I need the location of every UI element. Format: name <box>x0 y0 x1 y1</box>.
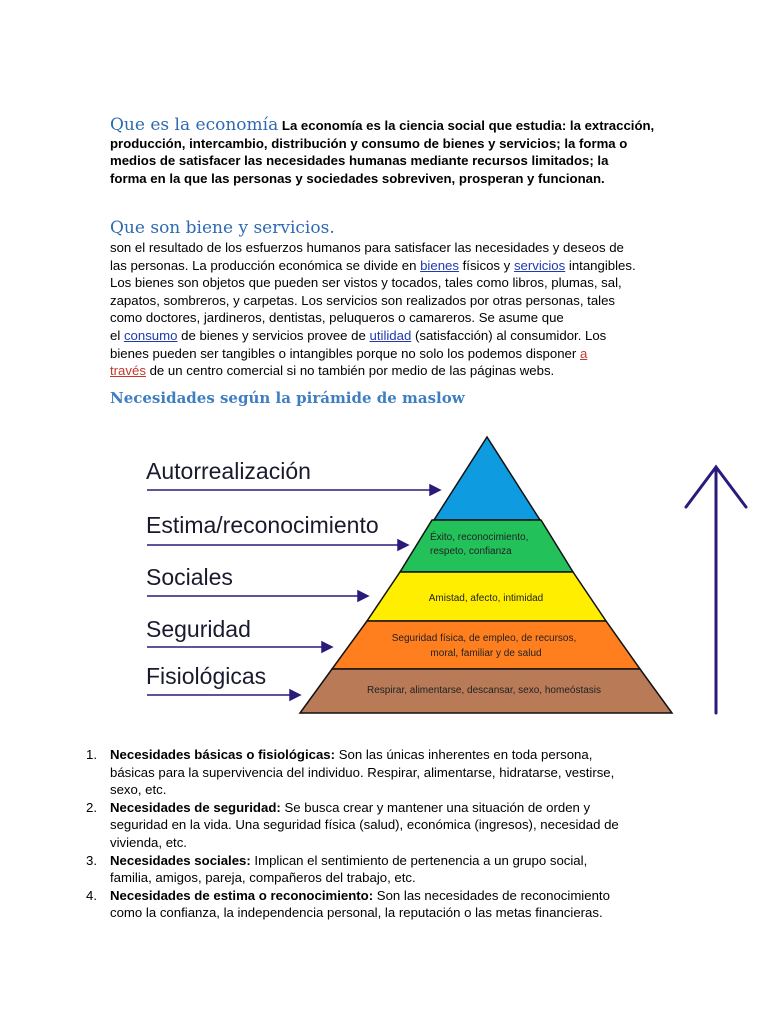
arrowhead-icon <box>398 540 408 550</box>
heading-bienes-servicios: Que son biene y servicios. <box>110 218 335 238</box>
economia-definition-line: producción, intercambio, distribución y consumo de bienes y servicios; la forma o <box>110 135 628 151</box>
level-text-seguridad: Seguridad física, de empleo, de recursos, <box>391 633 577 644</box>
paragraph-text: intangibles. <box>565 257 636 273</box>
list-item-text: Son las necesidades de reconocimiento <box>373 887 610 903</box>
list-item-text: Son las únicas inherentes en toda persona, <box>335 747 593 762</box>
heading-que-es-la-economia: Que es la economía <box>110 115 279 135</box>
list-item-text: sexo, etc. <box>110 782 167 798</box>
list-item-text: familia, amigos, pareja, compañeros del trabajo, etc. <box>110 870 416 886</box>
list-number: 3. <box>86 852 97 868</box>
economia-definition-line: medios de satisfacer las necesidades humanas mediante recursos limitados; la <box>110 153 609 169</box>
label-estima: Estima/reconocimiento <box>146 512 379 538</box>
list-item <box>86 746 750 799</box>
list-item <box>86 852 750 887</box>
paragraph-text: (satisfacción) al consumidor. Los <box>411 327 607 343</box>
section-bienes-servicios <box>110 239 750 380</box>
label-sociales: Sociales <box>146 564 233 590</box>
list-item-title: Necesidades de seguridad: <box>110 799 281 815</box>
paragraph-text: de bienes y servicios provee de <box>177 327 370 343</box>
level-text-fisiologicas: Respirar, alimentarse, descansar, sexo, homeóstasis <box>367 685 601 696</box>
level-text-estima: respeto, confianza <box>430 546 512 557</box>
arrowhead-icon <box>322 642 332 652</box>
list-item <box>86 799 750 852</box>
up-arrow-icon <box>686 467 746 713</box>
list-item-text: vivienda, etc. <box>110 834 187 850</box>
arrowhead-icon <box>430 485 440 495</box>
label-seguridad: Seguridad <box>146 616 251 642</box>
list-item-text: Se busca crear y mantener una situación de orden y <box>280 799 591 815</box>
section-economia <box>110 117 730 187</box>
paragraph-text: bienes pueden ser tangibles o intangibles porque no solo los podemos disponer <box>110 345 580 361</box>
paragraph-line: zapatos, sombreros, y carpetas. Los servicios son realizados por otras personas, tales <box>110 292 616 308</box>
level-text-sociales: Amistad, afecto, intimidad <box>428 593 544 604</box>
arrowhead-icon <box>290 690 300 700</box>
paragraph-text: las personas. La producción económica se divide en <box>110 257 421 273</box>
list-item-title: Necesidades básicas o fisiológicas: <box>110 747 336 762</box>
link-utilidad[interactable]: utilidad <box>369 327 412 343</box>
level-text-estima: Éxito, reconocimiento, <box>430 532 529 543</box>
paragraph-text: de un centro comercial si no también por medio de las páginas webs. <box>145 363 555 379</box>
label-fisiologicas: Fisiológicas <box>146 663 267 689</box>
economia-definition-line: forma en la que las personas y sociedades sobreviven, prosperan y funcionan. <box>110 170 605 186</box>
pyramid-level-autorrealizacion <box>434 437 540 520</box>
paragraph-line: como doctores, jardineros, dentistas, peluqueros o camareros. Se asume que <box>110 310 564 326</box>
paragraph-text: el <box>110 327 124 343</box>
link-a-traves[interactable]: través <box>110 363 146 379</box>
economia-definition-line: La economía es la ciencia social que estudia: la extracción, <box>278 118 655 133</box>
list-item-text: básicas para la supervivencia del individuo. Respirar, alimentarse, hidratarse, vestirse, <box>110 764 615 780</box>
link-bienes[interactable]: bienes <box>420 257 459 273</box>
list-number: 2. <box>86 799 97 815</box>
list-item-text: seguridad en la vida. Una seguridad física (salud), económica (ingresos), necesidad de <box>110 817 619 833</box>
link-consumo[interactable]: consumo <box>123 327 178 343</box>
list-item-text: Implican el sentimiento de pertenencia a un grupo social, <box>250 852 588 868</box>
paragraph-line: son el resultado de los esfuerzos humanos para satisfacer las necesidades y deseos de <box>110 240 624 255</box>
list-item <box>86 887 750 922</box>
list-number: 1. <box>86 747 97 762</box>
list-item-title: Necesidades de estima o reconocimiento: <box>110 887 374 903</box>
level-text-seguridad: moral, familiar y de salud <box>430 648 542 659</box>
arrowhead-icon <box>358 591 368 601</box>
pyramid-level-seguridad <box>332 621 640 669</box>
heading-maslow: Necesidades según la pirámide de maslow <box>110 389 465 407</box>
label-autorrealizacion: Autorrealización <box>146 458 311 484</box>
list-number: 4. <box>86 887 97 903</box>
link-servicios[interactable]: servicios <box>513 257 566 273</box>
paragraph-line: Los bienes son objetos que pueden ser vistos y tocados, tales como libros, plumas, sal, <box>110 275 622 291</box>
list-item-text: como la confianza, la independencia personal, la reputación o las metas financieras. <box>110 905 603 921</box>
maslow-pyramid-diagram <box>0 425 768 725</box>
list-item-title: Necesidades sociales: <box>110 852 251 868</box>
link-a-traves[interactable]: a <box>579 345 588 361</box>
needs-list <box>86 746 750 922</box>
paragraph-text: físicos y <box>458 257 514 273</box>
